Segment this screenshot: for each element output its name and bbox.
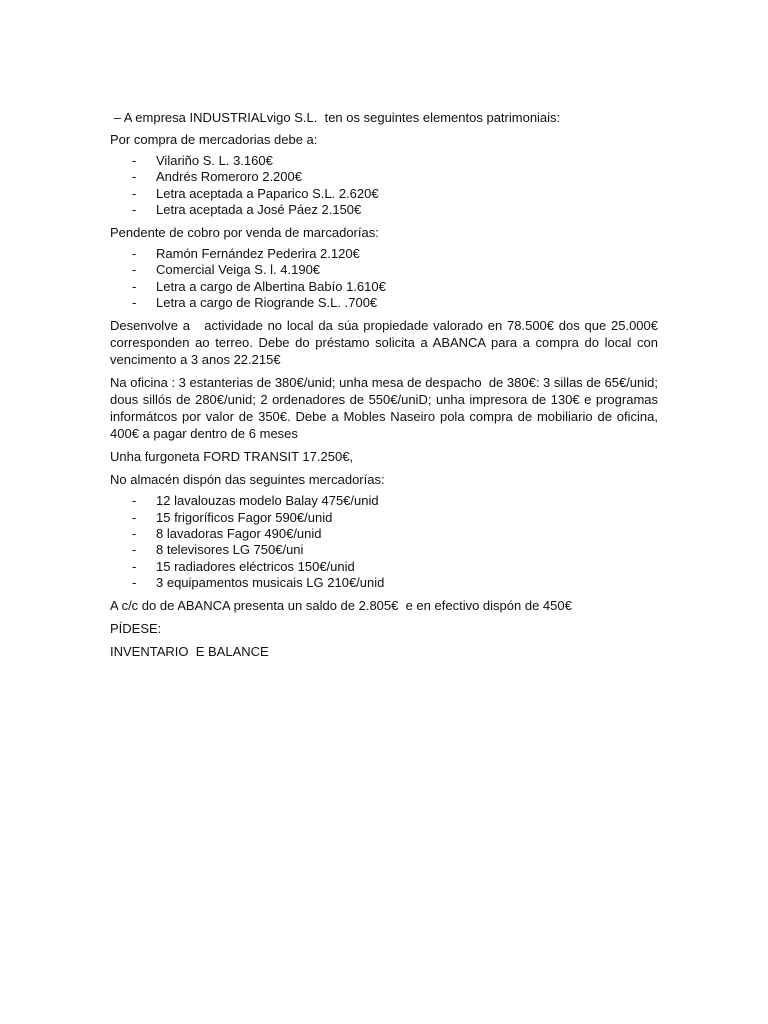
list-item: - 15 radiadores eléctricos 150€/unid [132,558,355,574]
warehouse-list [110,493,658,591]
section-title-purchases: Por compra de mercadorias debe a: [110,132,318,147]
list-item: - 15 frigoríficos Fagor 590€/unid [132,509,333,525]
purchases-list [110,153,658,218]
dash-bullet: - [132,295,137,311]
section-title-warehouse: No almacén dispón das seguintes mercadorías: [110,472,385,488]
document-heading: – A empresa INDUSTRIALvigo S.L. ten os seguintes elementos patrimoniais: [110,110,561,125]
dash-bullet: - [132,558,137,574]
dash-bullet: - [132,278,137,294]
paragraph-bank: A c/c do de ABANCA presenta un saldo de 2.805€ e en efectivo dispón de 450€ [110,598,572,614]
list-item: - 8 lavadoras Fagor 490€/unid [132,525,322,541]
dash-bullet: - [132,185,137,201]
list-item: - 12 lavalouzas modelo Balay 475€/unid [132,493,379,509]
list-item: - Letra a cargo de Albertina Babío 1.610€ [132,278,386,294]
list-item: - 3 equipamentos musicais LG 210€/unid [132,574,385,590]
dash-bullet: - [132,542,137,558]
section-title-receivables: Pendente de cobro por venda de marcadorías: [110,225,379,241]
dash-bullet: - [132,525,137,541]
dash-bullet: - [132,509,137,525]
list-item: - Comercial Veiga S. l. 4.190€ [132,262,321,278]
document-page [110,109,662,666]
request-label: PÍDESE: [110,621,162,637]
list-item: - Vilariño S. L. 3.160€ [132,153,273,168]
list-item: - Letra a cargo de Riogrande S.L. .700€ [132,295,378,311]
list-item: - Andrés Romeroro 2.200€ [132,169,302,185]
dash-bullet: - [132,246,137,262]
dash-bullet: - [132,201,137,217]
dash-bullet: - [132,493,137,509]
dash-bullet: - [132,262,137,278]
paragraph-office: Na oficina : 3 estanterias de 380€/unid; unha mesa de despacho de 380€: 3 sillas de 65€/unid; dous sillós de 280€/unid; 2 ordenadores de 550€/uniD; unha impresora de 130€ e programas informátcos por valor de 350€. Debe a Mobles Naseiro pola compra de mobiliario de oficina, 400€ a pagar dentro de 6 meses [110,375,662,442]
list-item: - Ramón Fernández Pederira 2.120€ [132,246,360,262]
paragraph-local: Desenvolve a actividade no local da súa propiedade valorado en 78.500€ dos que 25.000€ corresponden ao terreo. Debe do préstamo solicita a ABANCA para a compra do local con vencimento a 3 anos 22.215€ [110,318,662,368]
list-item: - 8 televisores LG 750€/uni [132,542,304,558]
list-item: - Letra aceptada a José Páez 2.150€ [132,201,362,217]
dash-bullet: - [132,153,137,168]
dash-bullet: - [132,574,137,590]
receivables-list [110,246,658,311]
dash-bullet: - [132,169,137,185]
paragraph-van: Unha furgoneta FORD TRANSIT 17.250€, [110,449,354,465]
task-text: INVENTARIO E BALANCE [110,644,269,660]
list-item: - Letra aceptada a Paparico S.L. 2.620€ [132,185,379,201]
